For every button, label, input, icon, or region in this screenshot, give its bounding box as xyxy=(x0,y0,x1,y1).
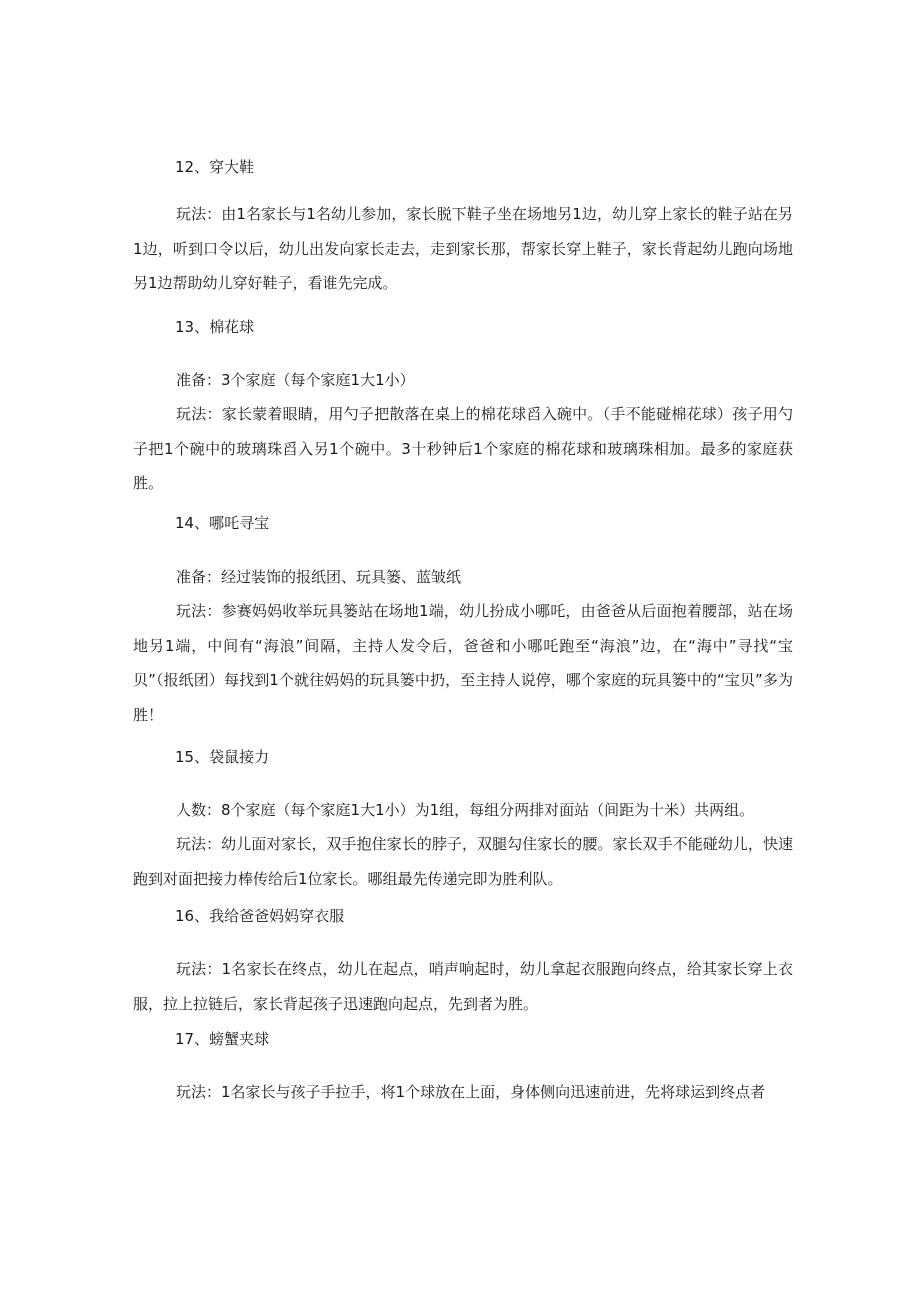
section-14-paragraph-2: 玩法：参赛妈妈收举玩具篓站在场地1端，幼儿扮成小哪吒，由爸爸从后面抱着腰部，站在场地另1端，中间有“海浪”间隔，主持人发令后，爸爸和小哪吒跑至“海浪”边，在“海中”寻找“宝贝”（报纸团）每找到1个就往妈妈的玩具篓中扔，至主持人说停，哪个家庭的玩具篓中的“宝贝”多为胜！ xyxy=(133,602,793,724)
section-heading-15: 15、袋鼠接力 xyxy=(175,748,270,766)
section-15-paragraph-2: 玩法：幼儿面对家长，双手抱住家长的脖子，双腿勾住家长的腰。家长双手不能碰幼儿，快速跑到对面把接力棒传给后1位家长。哪组最先传递完即为胜利队。 xyxy=(133,835,793,888)
section-13-paragraph-2: 玩法：家长蒙着眼睛，用勺子把散落在桌上的棉花球舀入碗中。（手不能碰棉花球）孩子用勺子把1个碗中的玻璃珠舀入另1个碗中。3十秒钟后1个家庭的棉花球和玻璃珠相加。最多的家庭获胜。 xyxy=(133,405,793,492)
section-14-paragraph-1: 准备：经过装饰的报纸团、玩具篓、蓝皱纸 xyxy=(176,568,462,586)
section-17-paragraph-1: 玩法：1名家长与孩子手拉手，将1个球放在上面，身体侧向迅速前进，先将球运到终点者 xyxy=(176,1083,766,1101)
section-13-paragraph-1: 准备：3个家庭（每个家庭1大1小） xyxy=(176,371,415,389)
section-heading-12: 12、穿大鞋 xyxy=(175,158,255,176)
section-15-paragraph-1: 人数：8个家庭（每个家庭1大1小）为1组，每组分两排对面站（间距为十米）共两组。 xyxy=(176,801,755,819)
section-16-paragraph-1: 玩法：1名家长在终点，幼儿在起点，哨声响起时，幼儿拿起衣服跑向终点，给其家长穿上衣服，拉上拉链后，家长背起孩子迅速跑向起点，先到者为胜。 xyxy=(133,960,793,1013)
section-heading-16: 16、我给爸爸妈妈穿衣服 xyxy=(175,907,345,925)
section-heading-14: 14、哪吒寻宝 xyxy=(175,514,270,532)
section-heading-17: 17、螃蟹夹球 xyxy=(175,1030,270,1048)
section-heading-13: 13、棉花球 xyxy=(175,318,255,336)
section-12-paragraph-1: 玩法：由1名家长与1名幼儿参加，家长脱下鞋子坐在场地另1边，幼儿穿上家长的鞋子站在另1边，听到口令以后，幼儿出发向家长走去，走到家长那，帮家长穿上鞋子，家长背起幼儿跑向场地另1边帮助幼儿穿好鞋子，看谁先完成。 xyxy=(133,205,793,292)
